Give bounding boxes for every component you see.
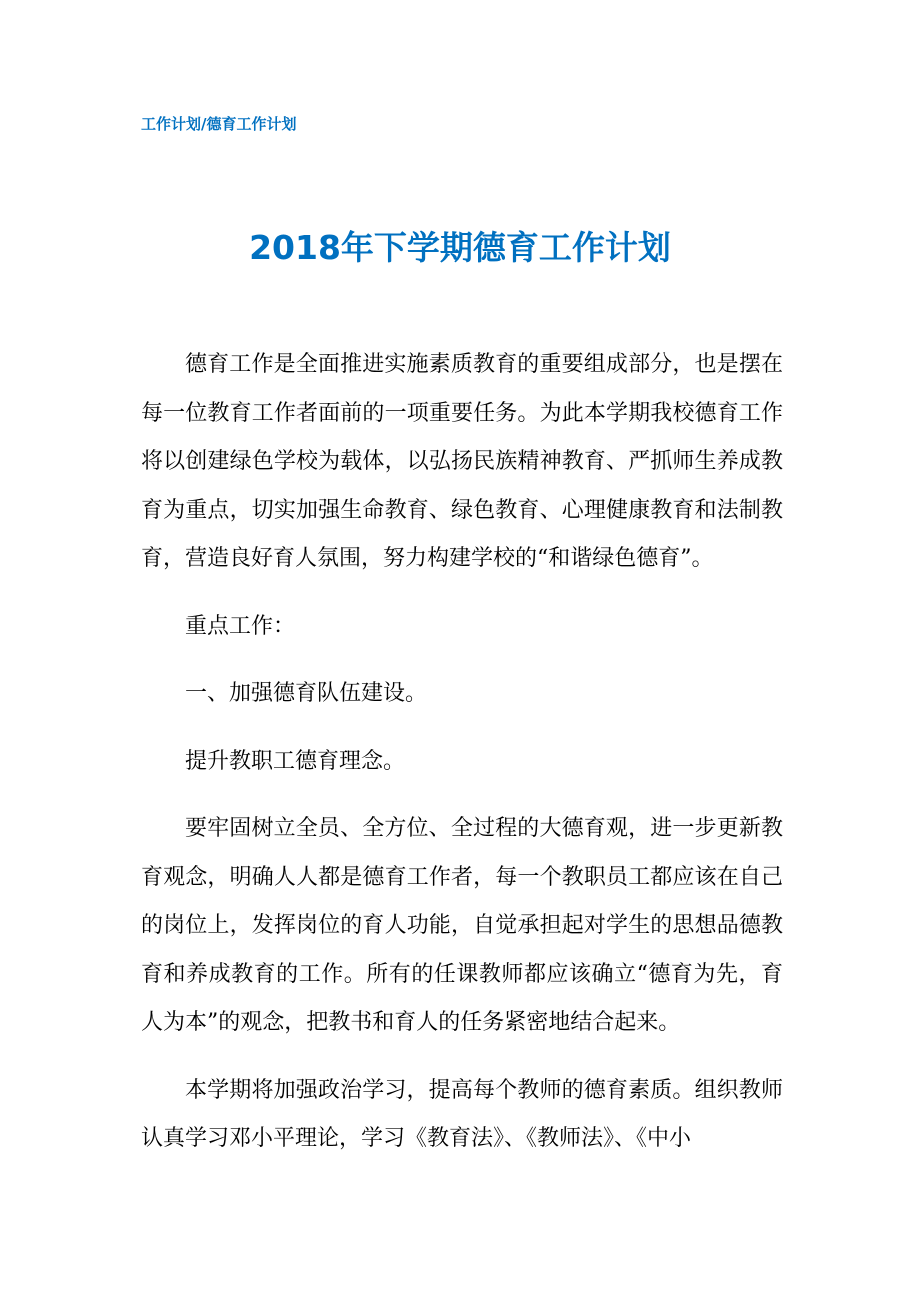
- breadcrumb[interactable]: 工作计划/德育工作计划: [141, 115, 297, 133]
- paragraph-political-study: 本学期将加强政治学习，提高每个教师的德育素质。组织教师认真学习邓小平理论，学习《教育法》、《教师法》、《中小: [141, 1077, 783, 1151]
- paragraph-subheading: 提升教职工德育理念。: [185, 748, 406, 774]
- document-body: [141, 341, 783, 1164]
- paragraph-section-heading: 一、加强德育队伍建设。: [185, 681, 428, 706]
- page-title: 2018年下学期德育工作计划: [249, 228, 671, 267]
- paragraph-staff-awareness: 要牢固树立全员、全方位、全过程的大德育观，进一步更新教育观念，明确人人都是德育工作者，每一个教职员工都应该在自己的岗位上，发挥岗位的育人功能，自觉承担起对学生的思想品德教育和养成教育的工作。所有的任课教师都应该确立“德育为先，育人为本”的观念，把教书和育人的任务紧密地结合起来。: [141, 816, 783, 1035]
- paragraph-key-work-heading: 重点工作：: [185, 613, 296, 639]
- paragraph-intro: 德育工作是全面推进实施素质教育的重要组成部分，也是摆在每一位教育工作者面前的一项重要任务。为此本学期我校德育工作将以创建绿色学校为载体，以弘扬民族精神教育、严抓师生养成教育为重点，切实加强生命教育、绿色教育、心理健康教育和法制教育，营造良好育人氛围，努力构建学校的“和谐绿色德育”。: [141, 352, 783, 571]
